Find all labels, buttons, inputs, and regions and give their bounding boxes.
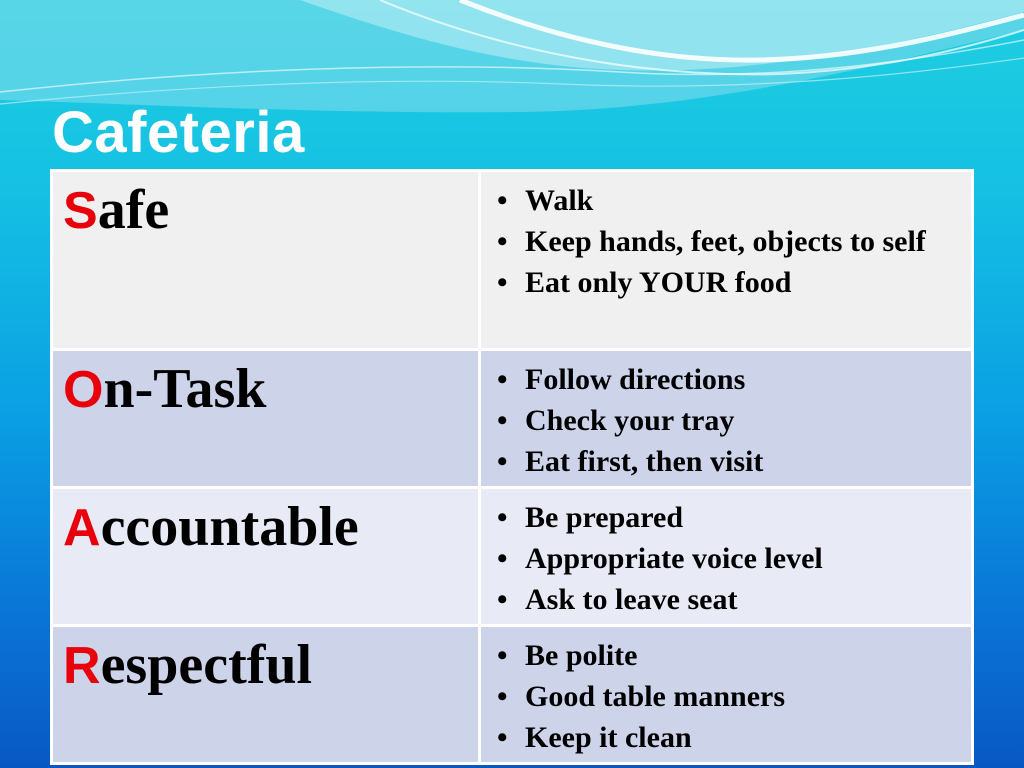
table-row [52,350,973,488]
trait-cell-accountable [52,488,480,626]
list-item: • Check your tray [493,400,961,441]
behaviors-cell-accountable [480,488,973,626]
list-item: • Walk [493,180,961,221]
trait-cell-on-task [52,350,480,488]
table-row [52,488,973,626]
acronym-letter: S [63,182,98,240]
list-item: • Ask to leave seat [493,579,961,620]
list-item: • Appropriate voice level [493,538,961,579]
trait-respectful [63,634,468,696]
behavior-list [493,359,961,482]
trait-cell-respectful [52,626,480,764]
trait-safe [63,179,468,241]
slide-title: Cafeteria [52,100,305,165]
trait-label: n-Task [103,358,267,420]
acronym-letter: R [63,637,101,695]
acronym-letter: A [63,499,101,557]
behavior-list [493,180,961,303]
trait-cell-safe [52,171,480,350]
behaviors-cell-safe [480,171,973,350]
expectations-matrix [50,169,974,765]
list-item: • Good table manners [493,676,961,717]
trait-accountable [63,496,468,558]
trait-on-task [63,358,468,420]
list-item: • Be polite [493,635,961,676]
behavior-list [493,497,961,620]
trait-label: ccountable [100,496,359,558]
list-item: • Eat first, then visit [493,441,961,482]
list-item: • Keep it clean [493,717,961,758]
table-row [52,171,973,350]
behaviors-cell-on-task [480,350,973,488]
list-item: • Keep hands, feet, objects to self [493,221,961,262]
list-item: • Follow directions [493,359,961,400]
trait-label: afe [97,179,170,241]
table-row [52,626,973,764]
behavior-list [493,635,961,758]
list-item: • Eat only YOUR food [493,262,961,303]
acronym-letter: O [63,361,104,419]
behaviors-cell-respectful [480,626,973,764]
list-item: • Be prepared [493,497,961,538]
trait-label: espectful [100,634,313,696]
